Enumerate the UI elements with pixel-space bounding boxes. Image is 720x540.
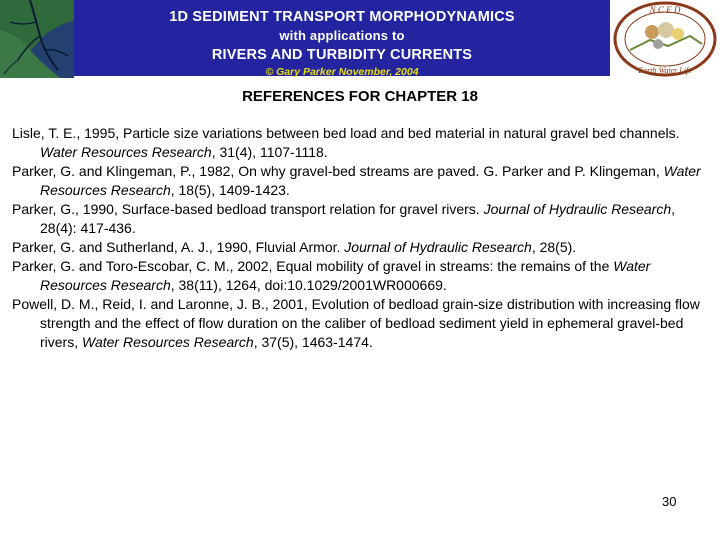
reference-item: Parker, G., 1990, Surface-based bedload transport relation for gravel rivers. Journal of Hydraulic Research, 28(4): 417-436. bbox=[12, 201, 675, 236]
course-subtitle: with applications to bbox=[279, 28, 405, 43]
slide-header bbox=[0, 0, 720, 78]
reference-item: Parker, G. and Klingeman, P., 1982, On why gravel‑bed streams are paved. G. Parker and P. Klingeman, Water Resources Research, 18(5), 1409‑1423. bbox=[12, 163, 701, 198]
course-title: 1D SEDIMENT TRANSPORT MORPHODYNAMICS bbox=[169, 9, 515, 25]
logo-subtext: Earth Water Life bbox=[638, 66, 692, 75]
reference-item: Parker, G. and Toro-Escobar, C. M., 2002, Equal mobility of gravel in streams: the remains of the Water Resources Research, 38(11), 1264, doi:10.1029/2001WR000669. bbox=[12, 258, 651, 293]
page-number: 30 bbox=[662, 494, 677, 509]
nced-logo bbox=[610, 0, 720, 78]
reference-item: Powell, D. M., Reid, I. and Laronne, J. B., 2001, Evolution of bedload grain-size distribution with increasing flow strength and the effect of flow duration on the caliber of bedload sediment yield in ephemeral gravel-bed rivers, Water Resources Research, 37(5), 1463-1474. bbox=[12, 296, 700, 350]
title-banner bbox=[74, 0, 610, 76]
delta-map-image bbox=[0, 0, 74, 78]
reference-item: Parker, G. and Sutherland, A. J., 1990, Fluvial Armor. Journal of Hydraulic Research, 28(5). bbox=[12, 239, 577, 255]
reference-list bbox=[12, 124, 712, 352]
page-title: REFERENCES FOR CHAPTER 18 bbox=[242, 88, 478, 105]
reference-item: Lisle, T. E., 1995, Particle size variations between bed load and bed material in natural gravel bed channels. Water Resources Research, 31(4), 1107-1118. bbox=[12, 125, 680, 160]
copyright-notice: © Gary Parker November, 2004 bbox=[265, 66, 419, 78]
course-subject: RIVERS AND TURBIDITY CURRENTS bbox=[211, 47, 473, 63]
logo-text: N C E D bbox=[649, 5, 681, 15]
